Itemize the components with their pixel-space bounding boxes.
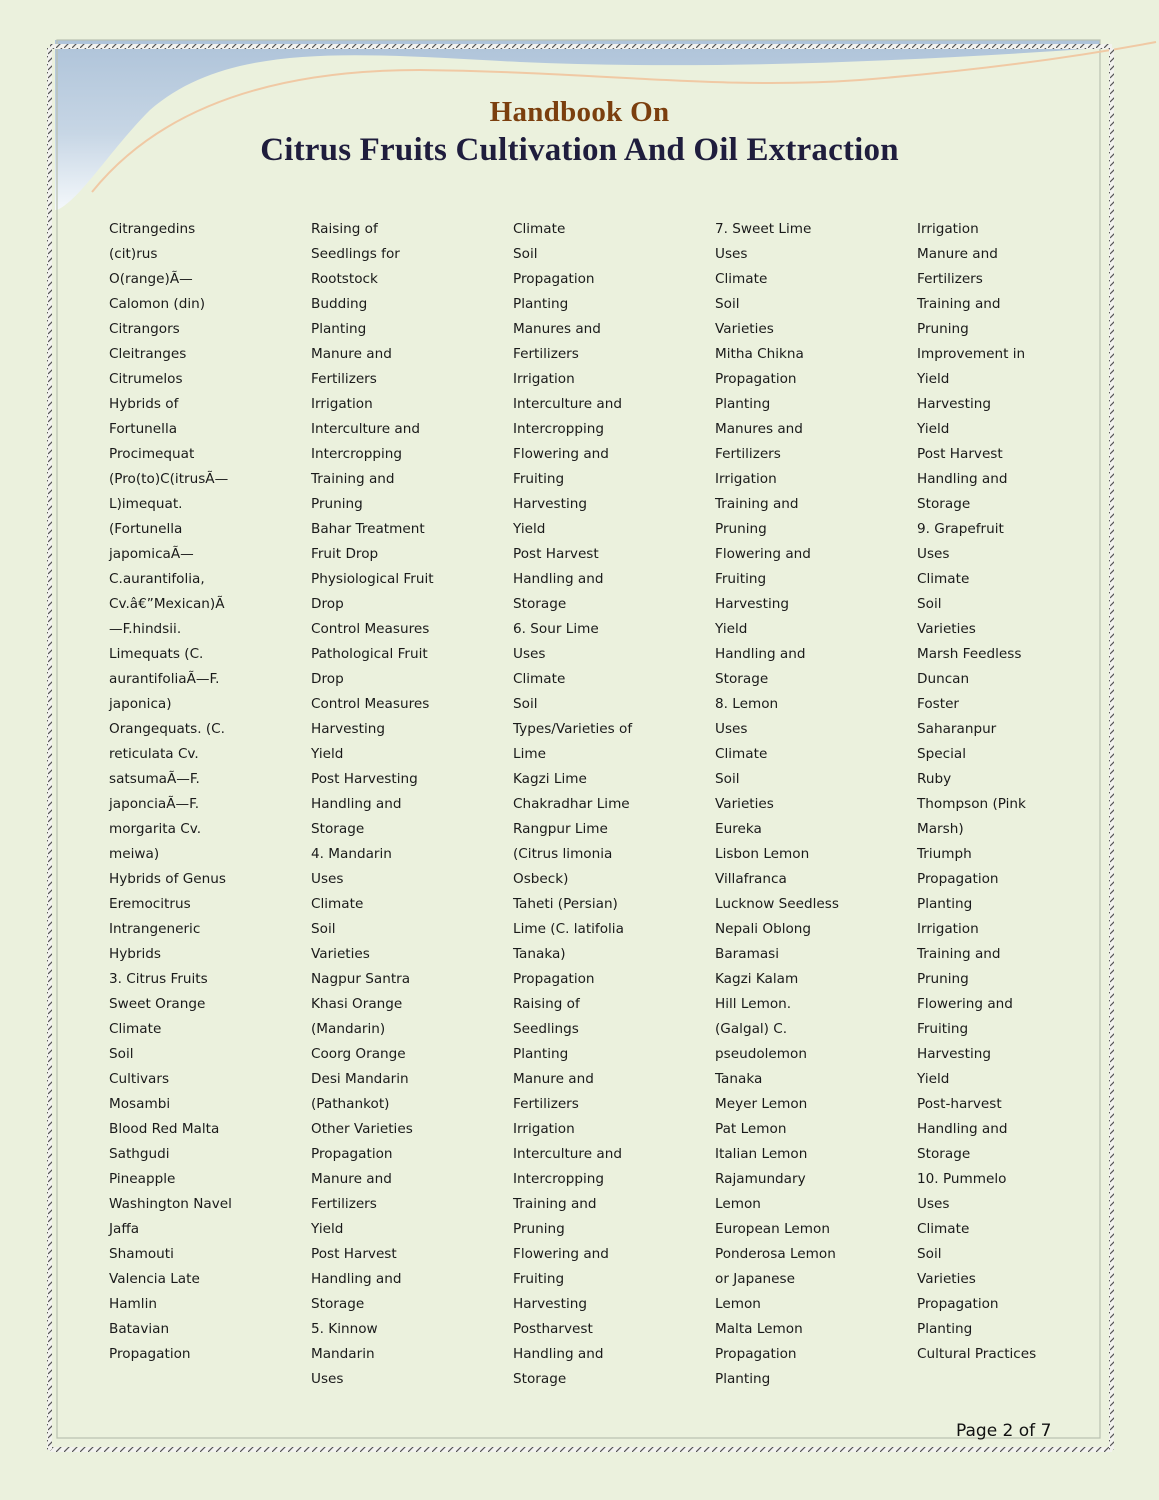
toc-entry: Fortunella xyxy=(109,421,178,437)
border-bottom xyxy=(50,1447,1112,1452)
toc-entry: Sathgudi xyxy=(109,1146,170,1162)
toc-entry: Hybrids of Genus xyxy=(109,871,226,887)
toc-entry: Desi Mandarin xyxy=(311,1071,409,1087)
toc-entry: Soil xyxy=(311,921,336,937)
toc-entry: Climate xyxy=(917,1221,970,1237)
toc-entry: Pruning xyxy=(715,521,767,537)
toc-entry: Climate xyxy=(109,1021,162,1037)
toc-entry: Special xyxy=(917,746,966,762)
toc-entry: Fruiting xyxy=(715,571,767,587)
toc-entry: Physiological Fruit xyxy=(311,571,434,587)
toc-entry: Post Harvest xyxy=(513,546,599,562)
toc-entry: (Mandarin) xyxy=(311,1021,386,1037)
toc-entry: European Lemon xyxy=(715,1221,830,1237)
toc-entry: Control Measures xyxy=(311,696,430,712)
toc-entry: satsumaÃ—F. xyxy=(109,771,200,787)
toc-entry: Handling and xyxy=(715,646,806,662)
toc-entry: Lemon xyxy=(715,1296,761,1312)
toc-entry: aurantifoliaÃ—F. xyxy=(109,671,220,687)
toc-entry: Pruning xyxy=(917,971,969,987)
toc-entry: Storage xyxy=(715,671,769,687)
toc-entry: Tanaka xyxy=(715,1071,763,1087)
toc-entry: Postharvest xyxy=(513,1321,593,1337)
toc-entry: Propagation xyxy=(917,1296,999,1312)
toc-entry: Batavian xyxy=(109,1321,170,1337)
toc-entry: Limequats (C. xyxy=(109,646,204,662)
toc-entry: 9. Grapefruit xyxy=(917,521,1004,537)
border-top xyxy=(50,44,1112,49)
toc-entry: Flowering and xyxy=(513,446,609,462)
toc-entry: (Citrus limonia xyxy=(513,846,613,862)
toc-entry: Kagzi Kalam xyxy=(715,971,799,987)
toc-entry: Yield xyxy=(917,1071,950,1087)
toc-entry: Fertilizers xyxy=(513,346,579,362)
toc-entry: Valencia Late xyxy=(109,1271,200,1287)
toc-entry: Drop xyxy=(311,596,344,612)
toc-entry: Intercropping xyxy=(513,1171,604,1187)
toc-entry: Storage xyxy=(513,596,567,612)
toc-entry: Fruiting xyxy=(917,1021,969,1037)
toc-entry: Yield xyxy=(715,621,748,637)
toc-entry: Varieties xyxy=(917,621,976,637)
toc-entry: 6. Sour Lime xyxy=(513,621,599,637)
toc-entry: Pruning xyxy=(311,496,363,512)
toc-entry: Harvesting xyxy=(715,596,789,612)
toc-entry: (cit)rus xyxy=(109,246,158,262)
toc-entry: Manure and xyxy=(513,1071,594,1087)
toc-entry: Osbeck) xyxy=(513,871,569,887)
toc-entry: Post Harvest xyxy=(311,1246,397,1262)
toc-entry: Irrigation xyxy=(917,921,979,937)
toc-entry: Uses xyxy=(513,646,546,662)
toc-entry: Marsh) xyxy=(917,821,964,837)
toc-entry: Foster xyxy=(917,696,960,712)
toc-entry: Irrigation xyxy=(513,371,575,387)
toc-entry: Post Harvesting xyxy=(311,771,418,787)
toc-entry: Planting xyxy=(311,321,367,337)
toc-entry: Calomon (din) xyxy=(109,296,206,312)
toc-entry: Climate xyxy=(715,746,768,762)
toc-entry: Hybrids of xyxy=(109,396,179,412)
toc-entry: Training and xyxy=(917,296,1001,312)
toc-entry: Drop xyxy=(311,671,344,687)
toc-entry: Post Harvest xyxy=(917,446,1003,462)
toc-entry: Propagation xyxy=(715,1346,797,1362)
toc-entry: Handling and xyxy=(917,1121,1008,1137)
toc-entry: Pathological Fruit xyxy=(311,646,428,662)
toc-entry: Mosambi xyxy=(109,1096,171,1112)
toc-entry: Fertilizers xyxy=(311,371,377,387)
toc-entry: Propagation xyxy=(917,871,999,887)
toc-entry: 10. Pummelo xyxy=(917,1171,1007,1187)
toc-entry: Types/Varieties of xyxy=(513,721,633,737)
toc-entry: Soil xyxy=(109,1046,134,1062)
toc-entry: Other Varieties xyxy=(311,1121,413,1137)
toc-entry: Soil xyxy=(513,246,538,262)
toc-entry: Citrangedins xyxy=(109,221,196,237)
toc-entry: Climate xyxy=(513,671,566,687)
toc-entry: Cultural Practices xyxy=(917,1346,1037,1362)
toc-entry: Hill Lemon. xyxy=(715,996,792,1012)
toc-entry: Orangequats. (C. xyxy=(109,721,225,737)
toc-entry: Irrigation xyxy=(715,471,777,487)
toc-entry: Nagpur Santra xyxy=(311,971,411,987)
toc-entry: Handling and xyxy=(311,1271,402,1287)
toc-entry: Ponderosa Lemon xyxy=(715,1246,836,1262)
toc-entry: Bahar Treatment xyxy=(311,521,425,537)
toc-entry: Uses xyxy=(917,1196,950,1212)
toc-entry: Climate xyxy=(311,896,364,912)
toc-entry: Harvesting xyxy=(311,721,385,737)
toc-entry: Malta Lemon xyxy=(715,1321,803,1337)
toc-entry: Harvesting xyxy=(917,396,991,412)
toc-entry: Fruiting xyxy=(513,471,565,487)
toc-entry: Varieties xyxy=(311,946,370,962)
toc-entry: or Japanese xyxy=(715,1271,795,1287)
toc-entry: Soil xyxy=(917,596,942,612)
toc-column xyxy=(513,217,708,1392)
toc-entry: Irrigation xyxy=(513,1121,575,1137)
toc-entry: Cv.â€”Mexican)Ã xyxy=(109,596,225,612)
toc-entry: Uses xyxy=(715,721,748,737)
toc-entry: C.aurantifolia, xyxy=(109,571,205,587)
toc-entry: (Pro(to)C(itrusÃ— xyxy=(109,471,229,487)
toc-entry: Interculture and xyxy=(311,421,420,437)
toc-entry: Varieties xyxy=(917,1271,976,1287)
toc-entry: Yield xyxy=(311,746,344,762)
toc-entry: Duncan xyxy=(917,671,970,687)
toc-entry: L)imequat. xyxy=(109,496,183,512)
toc-entry: Propagation xyxy=(311,1146,393,1162)
toc-entry: Yield xyxy=(917,421,950,437)
toc-entry: Lime (C. latifolia xyxy=(513,921,624,937)
toc-entry: Chakradhar Lime xyxy=(513,796,630,812)
toc-entry: Intrangeneric xyxy=(109,921,201,937)
toc-entry: Propagation xyxy=(513,971,595,987)
toc-entry: Varieties xyxy=(715,796,774,812)
toc-entry: Ruby xyxy=(917,771,952,787)
toc-entry: Varieties xyxy=(715,321,774,337)
toc-entry: Handling and xyxy=(311,796,402,812)
toc-entry: Rajamundary xyxy=(715,1171,806,1187)
toc-entry: Nepali Oblong xyxy=(715,921,812,937)
toc-entry: Cultivars xyxy=(109,1071,170,1087)
toc-entry: Propagation xyxy=(109,1346,191,1362)
toc-entry: Uses xyxy=(311,871,344,887)
toc-entry: Raising of xyxy=(513,996,580,1012)
toc-entry: Flowering and xyxy=(715,546,811,562)
toc-entry: Soil xyxy=(715,771,740,787)
toc-entry: Handling and xyxy=(917,471,1008,487)
toc-entry: Sweet Orange xyxy=(109,996,206,1012)
toc-entry: Planting xyxy=(513,1046,569,1062)
toc-entry: Lucknow Seedless xyxy=(715,896,839,912)
toc-entry: Budding xyxy=(311,296,368,312)
toc-entry: Fertilizers xyxy=(917,271,983,287)
toc-entry: Pruning xyxy=(917,321,969,337)
toc-entry: Harvesting xyxy=(513,1296,587,1312)
toc-entry: Lemon xyxy=(715,1196,761,1212)
toc-entry: 7. Sweet Lime xyxy=(715,221,812,237)
toc-entry: japonica) xyxy=(109,696,172,712)
toc-entry: Climate xyxy=(917,571,970,587)
toc-entry: 8. Lemon xyxy=(715,696,779,712)
toc-entry: Intercropping xyxy=(513,421,604,437)
toc-entry: Coorg Orange xyxy=(311,1046,406,1062)
toc-entry: Meyer Lemon xyxy=(715,1096,808,1112)
toc-entry: Manure and xyxy=(917,246,998,262)
toc-entry: Interculture and xyxy=(513,1146,622,1162)
toc-column xyxy=(109,217,304,1367)
toc-entry: Taheti (Persian) xyxy=(513,896,618,912)
toc-entry: Kagzi Lime xyxy=(513,771,587,787)
toc-entry: Climate xyxy=(513,221,566,237)
toc-entry: 5. Kinnow xyxy=(311,1321,378,1337)
toc-entry: (Pathankot) xyxy=(311,1096,390,1112)
toc-entry: Baramasi xyxy=(715,946,780,962)
toc-entry: Intercropping xyxy=(311,446,402,462)
toc-entry: meiwa) xyxy=(109,846,160,862)
toc-entry: Storage xyxy=(513,1371,567,1387)
toc-entry: Soil xyxy=(715,296,740,312)
toc-entry: Italian Lemon xyxy=(715,1146,808,1162)
toc-entry: Manure and xyxy=(311,1171,392,1187)
toc-entry: Uses xyxy=(715,246,748,262)
toc-entry: Soil xyxy=(917,1246,942,1262)
toc-entry: Harvesting xyxy=(917,1046,991,1062)
toc-entry: Villafranca xyxy=(715,871,787,887)
toc-entry: Lime xyxy=(513,746,546,762)
table-of-contents xyxy=(109,217,1109,1392)
toc-entry: Cleitranges xyxy=(109,346,187,362)
toc-entry: Pruning xyxy=(513,1221,565,1237)
toc-entry: morgarita Cv. xyxy=(109,821,202,837)
page-number: Page 2 of 7 xyxy=(956,1421,1052,1441)
toc-entry: O(range)Ã— xyxy=(109,271,193,287)
toc-entry: Planting xyxy=(513,296,569,312)
toc-entry: Yield xyxy=(917,371,950,387)
toc-entry: Storage xyxy=(311,821,365,837)
toc-entry: Jaffa xyxy=(109,1221,140,1237)
toc-entry: Improvement in xyxy=(917,346,1026,362)
toc-entry: Irrigation xyxy=(917,221,979,237)
book-title: Citrus Fruits Cultivation And Oil Extraction xyxy=(260,132,899,168)
toc-column xyxy=(715,217,910,1392)
toc-entry: Fertilizers xyxy=(311,1196,377,1212)
toc-entry: Seedlings for xyxy=(311,246,400,262)
toc-entry: Planting xyxy=(715,396,771,412)
toc-entry: Tanaka) xyxy=(513,946,566,962)
toc-entry: reticulata Cv. xyxy=(109,746,199,762)
toc-entry: Citrangors xyxy=(109,321,180,337)
toc-entry: Fruiting xyxy=(513,1271,565,1287)
toc-entry: pseudolemon xyxy=(715,1046,807,1062)
toc-entry: Planting xyxy=(917,896,973,912)
toc-entry: Storage xyxy=(311,1296,365,1312)
border-left xyxy=(47,48,52,1450)
toc-entry: Rootstock xyxy=(311,271,378,287)
toc-entry: japomicaÃ— xyxy=(109,546,194,562)
toc-entry: 3. Citrus Fruits xyxy=(109,971,208,987)
toc-entry: Thompson (Pink xyxy=(917,796,1026,812)
toc-entry: Handling and xyxy=(513,571,604,587)
toc-entry: Yield xyxy=(513,521,546,537)
toc-entry: japonciaÃ—F. xyxy=(109,796,200,812)
toc-entry: (Fortunella xyxy=(109,521,183,537)
toc-entry: Procimequat xyxy=(109,446,195,462)
toc-entry: Saharanpur xyxy=(917,721,997,737)
toc-entry: Storage xyxy=(917,496,971,512)
toc-entry: Manure and xyxy=(311,346,392,362)
toc-entry: Citrumelos xyxy=(109,371,183,387)
toc-entry: Marsh Feedless xyxy=(917,646,1022,662)
toc-entry: Seedlings xyxy=(513,1021,579,1037)
toc-entry: Planting xyxy=(715,1371,771,1387)
toc-entry: Propagation xyxy=(715,371,797,387)
toc-entry: Shamouti xyxy=(109,1246,174,1262)
toc-entry: Training and xyxy=(513,1196,597,1212)
toc-entry: Irrigation xyxy=(311,396,373,412)
toc-entry: Control Measures xyxy=(311,621,430,637)
toc-entry: 4. Mandarin xyxy=(311,846,392,862)
toc-entry: Blood Red Malta xyxy=(109,1121,220,1137)
toc-entry: Fruit Drop xyxy=(311,546,379,562)
toc-column xyxy=(917,217,1112,1367)
toc-entry: Post-harvest xyxy=(917,1096,1002,1112)
toc-entry: Fertilizers xyxy=(513,1096,579,1112)
toc-entry: Lisbon Lemon xyxy=(715,846,810,862)
toc-entry: Handling and xyxy=(513,1346,604,1362)
toc-entry: Triumph xyxy=(917,846,972,862)
toc-entry: Training and xyxy=(715,496,799,512)
toc-entry: Hamlin xyxy=(109,1296,157,1312)
toc-entry: Manures and xyxy=(513,321,601,337)
toc-entry: Harvesting xyxy=(513,496,587,512)
toc-entry: (Galgal) C. xyxy=(715,1021,788,1037)
toc-entry: Rangpur Lime xyxy=(513,821,608,837)
toc-entry: Washington Navel xyxy=(109,1196,232,1212)
toc-entry: Manures and xyxy=(715,421,803,437)
toc-entry: Raising of xyxy=(311,221,378,237)
toc-entry: Storage xyxy=(917,1146,971,1162)
toc-entry: Training and xyxy=(917,946,1001,962)
toc-entry: Mitha Chikna xyxy=(715,346,804,362)
toc-entry: Uses xyxy=(311,1371,344,1387)
toc-entry: Mandarin xyxy=(311,1346,375,1362)
toc-entry: Pat Lemon xyxy=(715,1121,787,1137)
toc-entry: Eureka xyxy=(715,821,762,837)
toc-entry: Interculture and xyxy=(513,396,622,412)
toc-entry: Training and xyxy=(311,471,395,487)
toc-entry: Propagation xyxy=(513,271,595,287)
toc-entry: Climate xyxy=(715,271,768,287)
toc-column xyxy=(311,217,506,1392)
toc-entry: Yield xyxy=(311,1221,344,1237)
toc-entry: Hybrids xyxy=(109,946,161,962)
toc-entry: Eremocitrus xyxy=(109,896,191,912)
toc-entry: Planting xyxy=(917,1321,973,1337)
toc-entry: Uses xyxy=(917,546,950,562)
toc-entry: Soil xyxy=(513,696,538,712)
toc-entry: Fertilizers xyxy=(715,446,781,462)
toc-entry: Pineapple xyxy=(109,1171,176,1187)
toc-entry: Flowering and xyxy=(513,1246,609,1262)
toc-entry: —F.hindsii. xyxy=(109,621,182,637)
toc-entry: Flowering and xyxy=(917,996,1013,1012)
toc-entry: Khasi Orange xyxy=(311,996,403,1012)
book-subtitle: Handbook On xyxy=(489,96,670,128)
